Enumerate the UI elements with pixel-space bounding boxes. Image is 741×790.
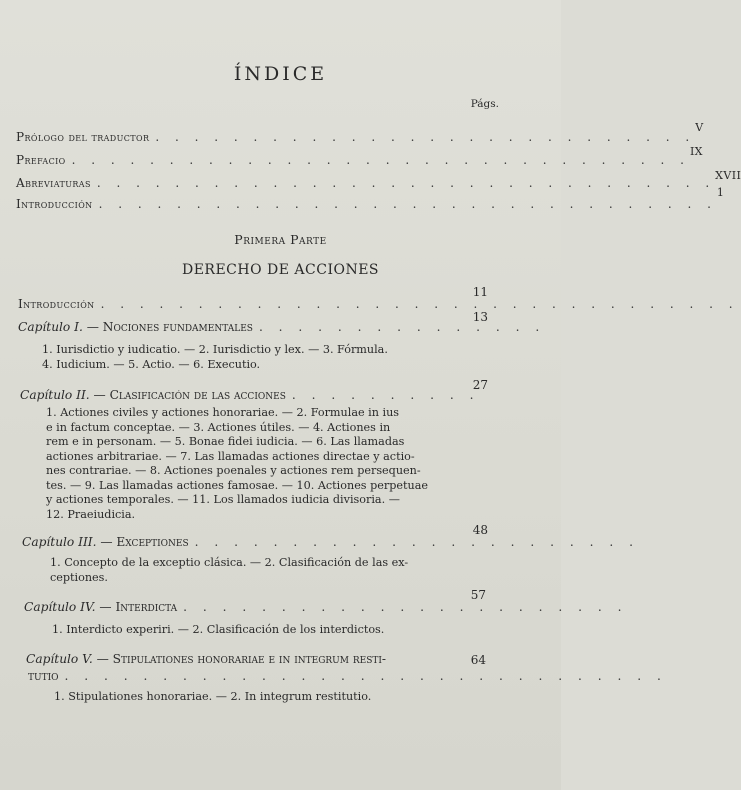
toc-entry-label: Abreviaturas xyxy=(16,176,91,190)
chapter-title-continuation xyxy=(28,669,667,683)
leader-dots: . . . . . . . . . . . . . . . . . . . . . . . . . . . . . . . . xyxy=(71,153,690,167)
chapter-summary xyxy=(50,556,450,585)
chapter-prefix: Capítulo II. xyxy=(20,388,90,402)
toc-entry-label: Introducción xyxy=(16,197,93,211)
chapter-page: 57 xyxy=(470,588,486,602)
chapter-entry: Capítulo I. — Nociones fundamentales . . . . . . . . . . . . . . . xyxy=(18,320,546,334)
part-label: Primera Parte xyxy=(234,232,327,247)
chapter-title-cont: tutio xyxy=(28,669,59,683)
chapter-title: Clasificación de las acciones xyxy=(109,388,286,402)
chapter-summary xyxy=(52,623,452,638)
toc-entry-abreviaturas xyxy=(16,169,741,190)
leader-dots: . . . . . . . . . . . . . . . . . . . . . . . . . . . . xyxy=(155,130,696,144)
summary-line: e in factum conceptae. — 3. Actiones útiles. — 4. Actiones in xyxy=(46,420,391,434)
toc-entry-page: 1 xyxy=(716,186,725,199)
leader-dots: . . . . . . . . . . . . . . . . . . . . . . . . . . . . . . . . xyxy=(96,176,716,190)
chapter-summary xyxy=(42,343,452,372)
part-title: DERECHO DE ACCIONES xyxy=(181,262,380,278)
summary-line: nes contrariae. — 8. Actiones poenales y actiones rem persequen- xyxy=(46,464,421,477)
toc-entry-label: Prefacio xyxy=(16,153,66,167)
toc-entry-page: XVII xyxy=(715,169,741,182)
chapter-entry: Capítulo IV. — Interdicta . . . . . . . . . . . . . . . . . . . . . . . xyxy=(24,600,628,614)
summary-line: actiones arbitrariae. — 7. Las llamadas actiones directae y actio- xyxy=(46,449,415,463)
toc-entry-prologo xyxy=(16,121,704,144)
summary-line: ceptiones. xyxy=(50,570,108,584)
summary-line: 1. Interdicto experiri. — 2. Clasificación de los interdictos. xyxy=(52,623,385,636)
pages-column-header: Págs. xyxy=(470,98,499,110)
toc-entry-page: IX xyxy=(689,145,703,158)
toc-entry-introduccion xyxy=(16,186,725,211)
summary-line: 4. Iudicium. — 5. Actio. — 6. Executio. xyxy=(42,357,261,371)
summary-line: rem e in personam. — 5. Bonae fidei iudicia. — 6. Las llamadas xyxy=(46,435,405,448)
chapter-page: 27 xyxy=(472,378,488,392)
leader-dots: . . . . . . . . . . . . . . . . . . . . . . . . . . . . . . . . . xyxy=(100,297,739,311)
part-intro-entry xyxy=(18,297,739,311)
summary-line: 12. Praeiudicia. xyxy=(46,507,136,521)
chapter-title: Stipulationes honorariae e in integrum resti- xyxy=(112,652,387,666)
chapter-page: 64 xyxy=(470,653,486,667)
intro-page: 11 xyxy=(472,285,488,299)
chapter-prefix: Capítulo III. xyxy=(22,535,97,549)
chapter-summary xyxy=(54,690,454,705)
summary-line: y actiones temporales. — 11. Los llamados iudicia divisoria. — xyxy=(46,493,400,506)
chapter-page: 48 xyxy=(472,523,488,537)
leader-dots: . . . . . . . . . . . . . . . . . . . . . . . . . . . . . . . xyxy=(64,669,667,683)
chapter-summary xyxy=(46,406,456,522)
chapter-prefix: Capítulo I. xyxy=(18,320,83,334)
chapter-entry: Capítulo III. — Exceptiones . . . . . . . . . . . . . . . . . . . . . . . xyxy=(22,535,639,549)
chapter-page: 13 xyxy=(472,310,488,324)
leader-dots: . . . . . . . . . . . . . . . . . . . . . . . . . . . . . . . . xyxy=(98,197,717,211)
leader-dots: . . . . . . . . . . . . . . . xyxy=(258,320,546,334)
summary-line: tes. — 9. Las llamadas actiones famosae. — 10. Actiones perpetuae xyxy=(46,478,429,492)
leader-dots: . . . . . . . . . . xyxy=(291,388,480,402)
toc-entry-page: V xyxy=(695,121,704,134)
chapter-title: Exceptiones xyxy=(116,535,189,549)
summary-line: 1. Iurisdictio y iudicatio. — 2. Iurisdictio y lex. — 3. Fórmula. xyxy=(42,343,388,356)
leader-dots: . . . . . . . . . . . . . . . . . . . . . . . xyxy=(194,535,639,549)
chapter-title: Nociones fundamentales xyxy=(102,320,253,334)
chapter-prefix: Capítulo IV. xyxy=(24,600,96,614)
chapter-entry: Capítulo V. — Stipulationes honorariae e in integrum resti- xyxy=(26,652,387,666)
page-title: ÍNDICE xyxy=(233,63,328,85)
chapter-entry: Capítulo II. — Clasificación de las acciones . . . . . . . . . . xyxy=(20,388,480,402)
toc-entry-label: Prólogo del traductor xyxy=(16,130,150,144)
toc-entry-prefacio xyxy=(16,145,703,167)
summary-line: 1. Concepto de la exceptio clásica. — 2. Clasificación de las ex- xyxy=(50,556,409,569)
chapter-prefix: Capítulo V. xyxy=(26,652,93,666)
toc-entry-label: Introducción xyxy=(18,297,95,311)
leader-dots: . . . . . . . . . . . . . . . . . . . . . . . xyxy=(183,600,628,614)
summary-line: 1. Stipulationes honorariae. — 2. In integrum restitutio. xyxy=(54,690,372,703)
chapter-title: Interdicta xyxy=(115,600,178,614)
summary-line: 1. Actiones civiles y actiones honorariae. — 2. Formulae in ius xyxy=(46,406,400,419)
